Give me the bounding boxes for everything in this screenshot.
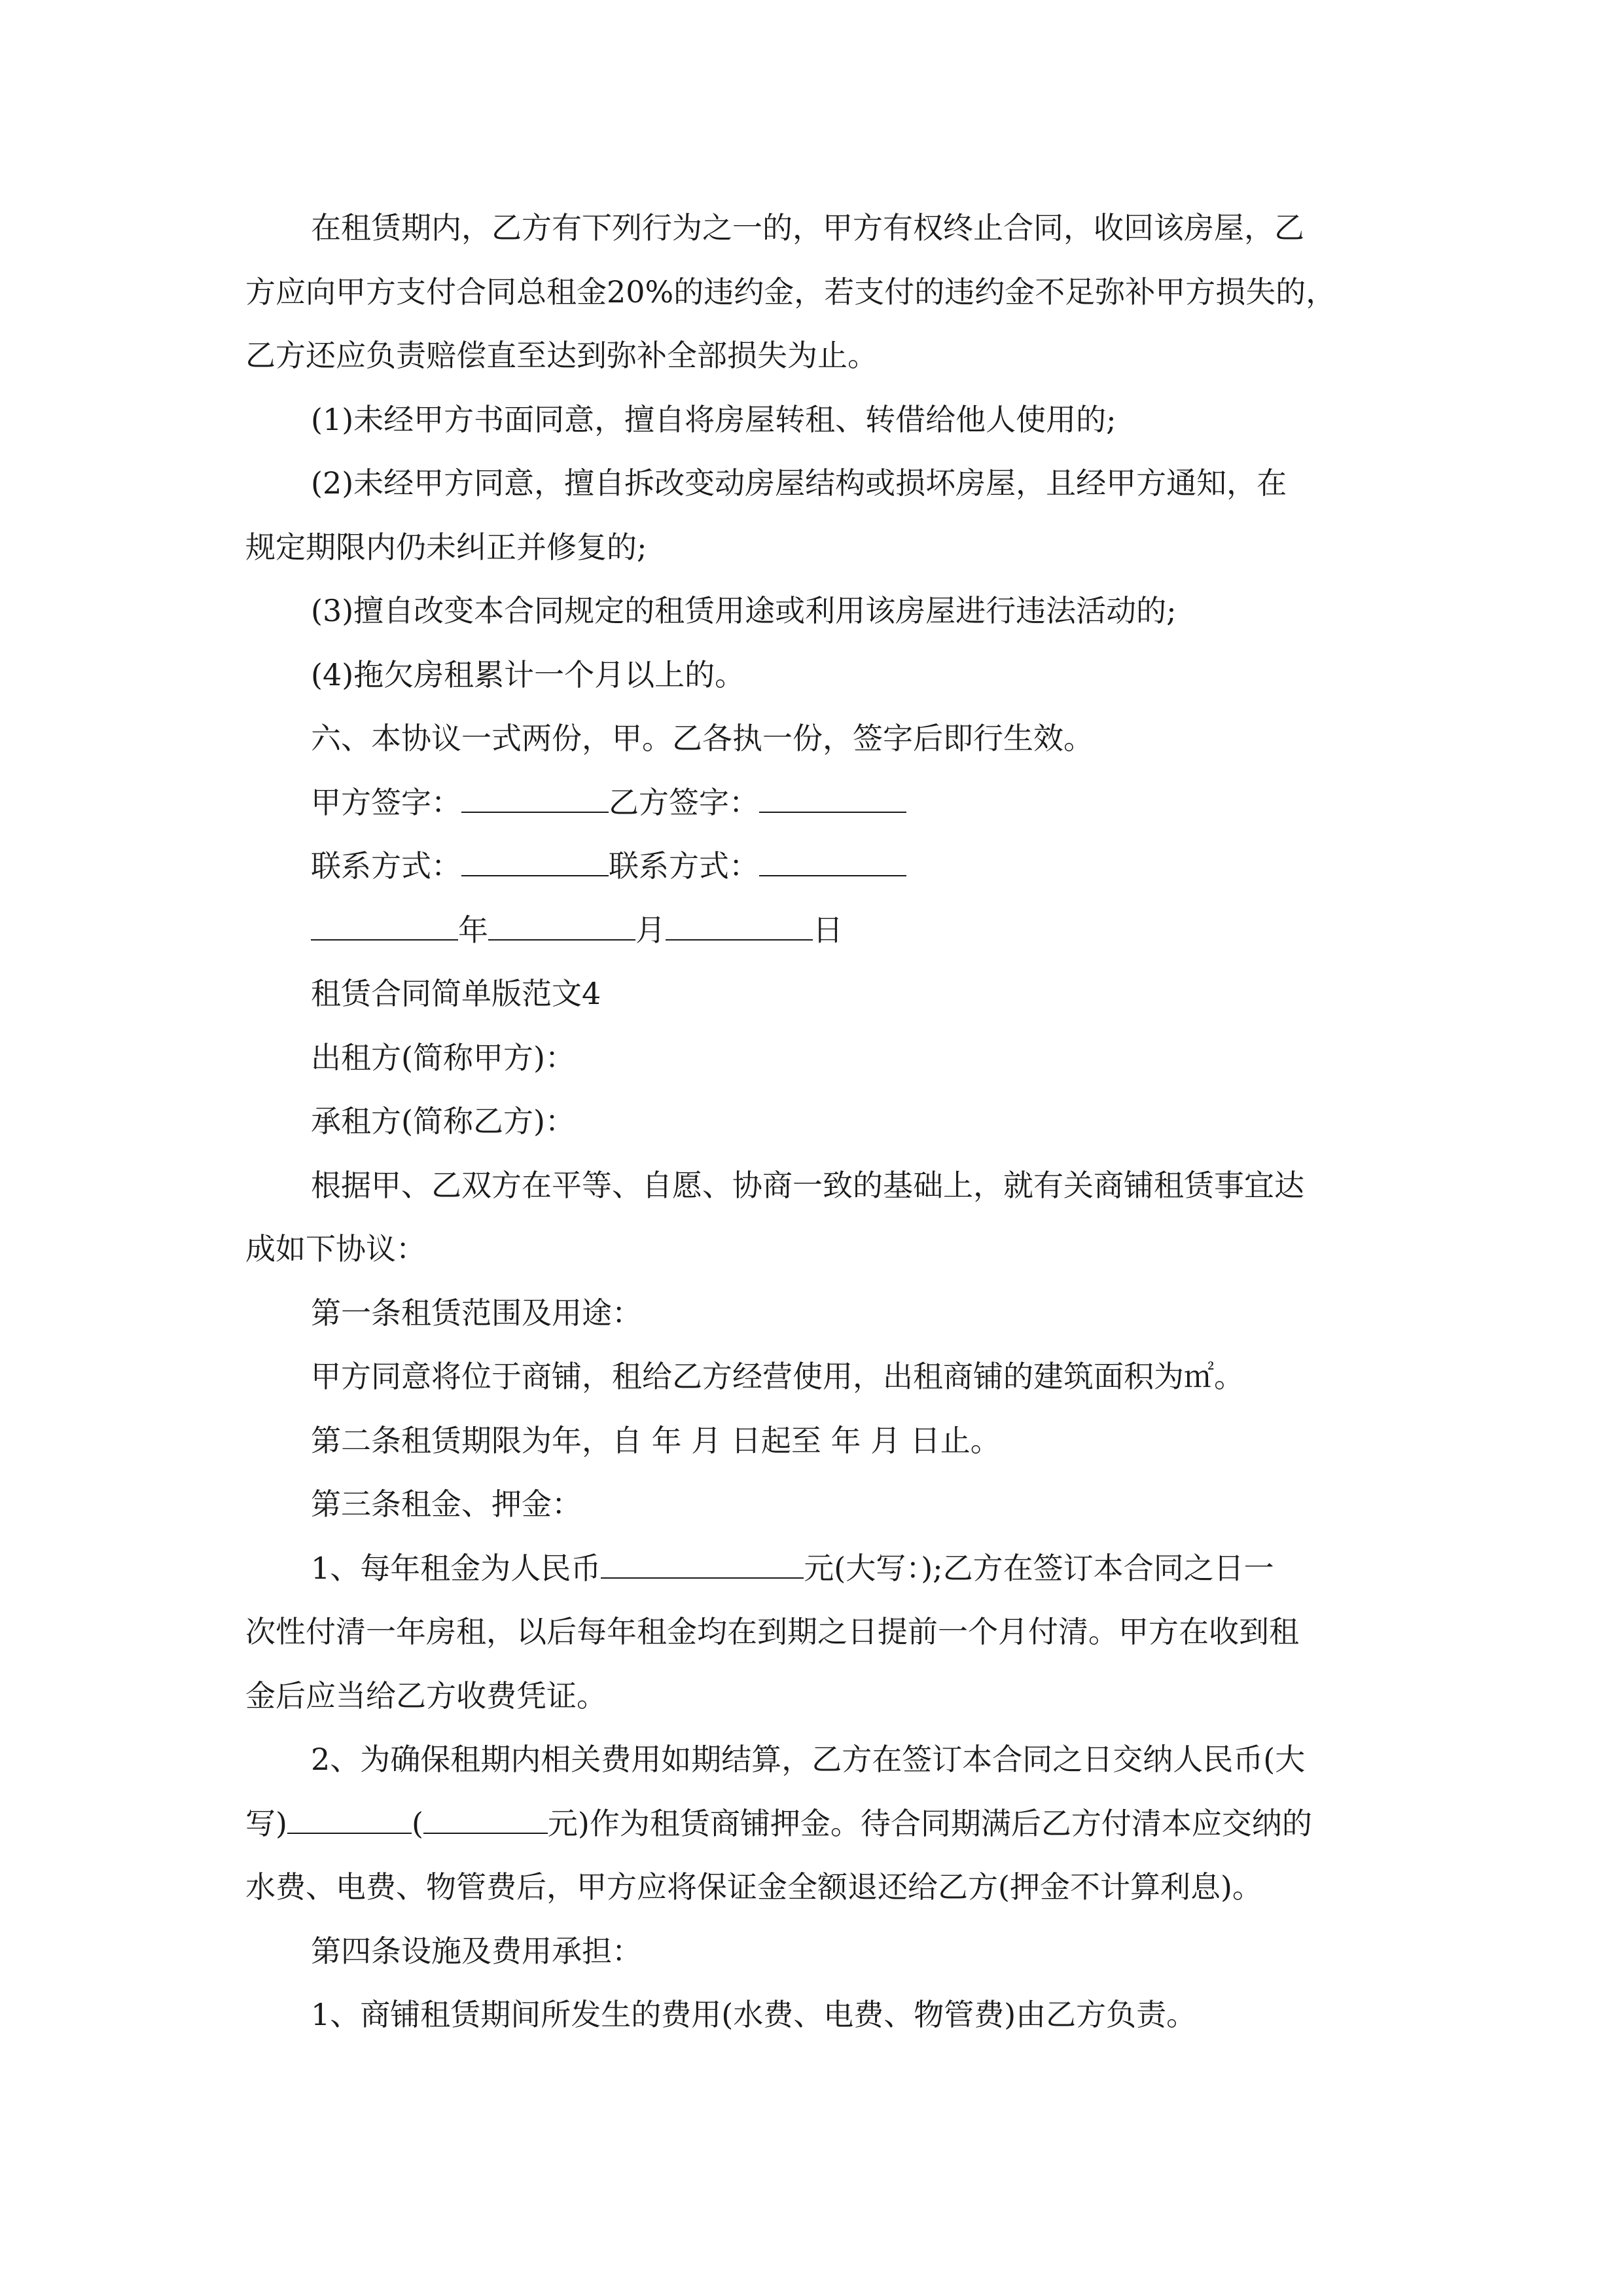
party-a-signature-label: 甲方签字： xyxy=(311,784,461,820)
contact-line xyxy=(245,834,1423,899)
date-line xyxy=(245,899,1423,963)
deposit-amount-blank xyxy=(423,1803,548,1834)
day-blank xyxy=(666,909,813,941)
party-a-contact-blank xyxy=(461,845,609,876)
year-blank xyxy=(311,909,458,941)
party-b-signature-blank xyxy=(759,781,906,813)
article-2: 第二条租赁期限为年，自 年 月 日起至 年 月 日止。 xyxy=(311,1422,1001,1458)
termination-item-4: (4)拖欠房租累计一个月以上的。 xyxy=(311,656,745,692)
party-b-contact-blank xyxy=(759,845,906,876)
intro-line-2: 成如下协议： xyxy=(245,1231,426,1266)
document-body xyxy=(245,196,1423,2047)
article-1-title: 第一条租赁范围及用途： xyxy=(311,1295,642,1331)
termination-clause-line-1: 在租赁期内，乙方有下列行为之一的，甲方有权终止合同，收回该房屋，乙 xyxy=(311,210,1304,245)
section-title: 租赁合同简单版范文4 xyxy=(311,976,601,1011)
deposit-line-3: 水费、电费、物管费后，甲方应将保证金全额退还给乙方(押金不计算利息)。 xyxy=(245,1869,1262,1905)
termination-item-3: (3)擅自改变本合同规定的租赁用途或利用该房屋进行违法活动的; xyxy=(311,593,1177,628)
party-a-contact-label: 联系方式： xyxy=(311,848,461,884)
article-4-title: 第四条设施及费用承担： xyxy=(311,1933,642,1969)
deposit-line-1: 2、为确保租期内相关费用如期结算，乙方在签订本合同之日交纳人民币(大 xyxy=(311,1742,1306,1777)
rent-line-2: 次性付清一年房租，以后每年租金均在到期之日提前一个月付清。甲方在收到租 xyxy=(245,1614,1299,1649)
deposit-written-blank xyxy=(287,1803,412,1834)
rent-amount-suffix: 元(大写：);乙方在签订本合同之日一 xyxy=(804,1550,1274,1586)
party-a-signature-blank xyxy=(461,781,609,813)
termination-item-1: (1)未经甲方书面同意，擅自将房屋转租、转借给他人使用的; xyxy=(311,401,1116,437)
lessee-label: 承租方(简称乙方)： xyxy=(311,1103,575,1139)
month-blank xyxy=(488,909,635,941)
deposit-line-2 xyxy=(245,1792,1423,1856)
signature-line xyxy=(245,771,1423,835)
rent-line-1 xyxy=(245,1537,1423,1601)
intro-line-1: 根据甲、乙双方在平等、自愿、协商一致的基础上，就有关商铺租赁事宜达 xyxy=(311,1167,1304,1203)
rent-line-3: 金后应当给乙方收费凭证。 xyxy=(245,1677,607,1713)
month-label: 月 xyxy=(635,912,666,948)
article-1-body: 甲方同意将位于商铺，租给乙方经营使用，出租商铺的建筑面积为㎡。 xyxy=(311,1359,1244,1394)
year-label: 年 xyxy=(458,912,488,948)
party-b-signature-label: 乙方签字： xyxy=(609,784,759,820)
deposit-written-label: 写) xyxy=(245,1805,287,1841)
article-4-item-1: 1、商铺租赁期间所发生的费用(水费、电费、物管费)由乙方负责。 xyxy=(311,1997,1197,2032)
lessor-label: 出租方(简称甲方)： xyxy=(311,1039,575,1075)
termination-clause-line-3: 乙方还应负责赔偿直至达到弥补全部损失为止。 xyxy=(245,338,878,373)
clause-six: 六、本协议一式两份，甲。乙各执一份，签字后即行生效。 xyxy=(311,721,1094,756)
party-b-contact-label: 联系方式： xyxy=(609,848,759,884)
termination-item-2-line-2: 规定期限内仍未纠正并修复的; xyxy=(245,529,647,565)
termination-item-2-line-1: (2)未经甲方同意，擅自拆改变动房屋结构或损坏房屋，且经甲方通知，在 xyxy=(311,465,1287,501)
day-label: 日 xyxy=(813,912,843,948)
rent-amount-label: 1、每年租金为人民币 xyxy=(311,1550,601,1586)
article-3-title: 第三条租金、押金： xyxy=(311,1486,582,1522)
deposit-paren-open: ( xyxy=(411,1805,423,1841)
termination-clause-line-2: 方应向甲方支付合同总租金20%的违约金，若支付的违约金不足弥补甲方损失的， xyxy=(245,274,1336,310)
deposit-amount-suffix: 元)作为租赁商铺押金。待合同期满后乙方付清本应交纳的 xyxy=(547,1805,1312,1841)
rent-amount-blank xyxy=(601,1547,804,1579)
